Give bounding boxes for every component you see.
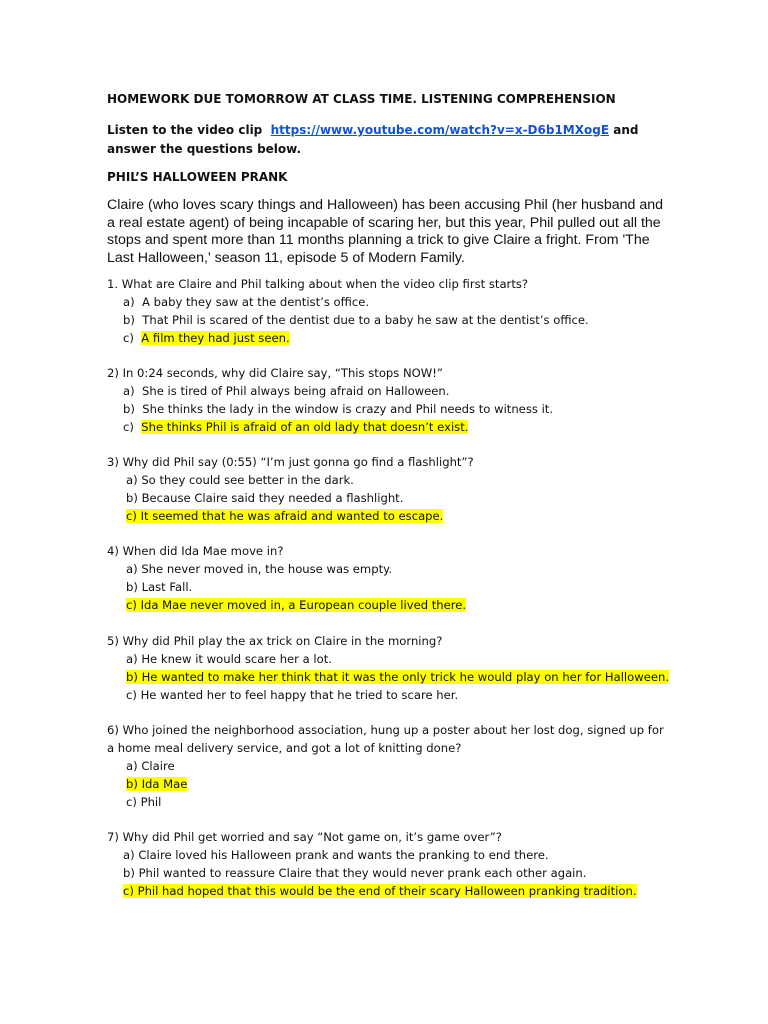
answer-option: [107, 311, 667, 329]
answer-label: c): [123, 420, 134, 434]
question-4: [107, 542, 667, 614]
answer-label: a): [123, 384, 135, 398]
answer-option: [107, 864, 667, 882]
answer-option-correct: [107, 668, 670, 686]
answer-option: [107, 471, 667, 489]
instructions-prefix: Listen to the video clip: [107, 123, 263, 137]
answer-text: a) Claire: [126, 759, 175, 773]
question-text: 2) In 0:24 seconds, why did Claire say, “This stops NOW!”: [107, 366, 443, 380]
answer-text-highlighted: c) Phil had hoped that this would be the end of their scary Halloween pranking tradition.: [123, 884, 637, 898]
answer-label: b): [123, 402, 135, 416]
question-text: 3) Why did Phil say (0:55) “I’m just gonna go find a flashlight”?: [107, 455, 474, 469]
video-link[interactable]: https://www.youtube.com/watch?v=x-D6b1MXogE: [270, 123, 610, 137]
instructions: [107, 121, 667, 159]
question-text: 5) Why did Phil play the ax trick on Claire in the morning?: [107, 634, 443, 648]
answer-text: a) He knew it would scare her a lot.: [126, 652, 332, 666]
instructions-suffix: and answer the questions below.: [107, 123, 639, 156]
answer-text: a) So they could see better in the dark.: [126, 473, 354, 487]
page-title: HOMEWORK DUE TOMORROW AT CLASS TIME. LISTENING COMPREHENSION: [107, 92, 616, 106]
answer-text: a) Claire loved his Halloween prank and wants the pranking to end there.: [123, 848, 549, 862]
answer-text: b) Phil wanted to reassure Claire that they would never prank each other again.: [123, 866, 587, 880]
answer-label: c): [123, 331, 134, 345]
answer-text: A baby they saw at the dentist’s office.: [142, 295, 370, 309]
answer-option: [107, 757, 667, 775]
question-6: [107, 721, 667, 811]
answer-option: [107, 400, 667, 418]
answer-text-highlighted: b) He wanted to make her think that it was the only trick he would play on her for Halloween.: [126, 670, 670, 684]
answer-text: c) Phil: [126, 795, 162, 809]
answer-text: She is tired of Phil always being afraid on Halloween.: [142, 384, 450, 398]
question-5: [107, 632, 670, 704]
answer-option: [107, 650, 667, 668]
answer-text-highlighted: c) It seemed that he was afraid and wanted to escape.: [126, 509, 444, 523]
answer-option-correct: [107, 507, 667, 525]
answer-text-highlighted: c) Ida Mae never moved in, a European couple lived there.: [126, 598, 467, 612]
answer-text-highlighted: A film they had just seen.: [141, 331, 290, 345]
answer-option: [107, 578, 667, 596]
answer-option-correct: [107, 329, 667, 347]
answer-option: [107, 293, 667, 311]
answer-text-highlighted: She thinks Phil is afraid of an old lady that doesn’t exist.: [141, 420, 469, 434]
answer-text-highlighted: b) Ida Mae: [126, 777, 188, 791]
answer-option-correct: [107, 418, 667, 436]
answer-option: [107, 793, 667, 811]
question-3: [107, 453, 667, 525]
answer-text: She thinks the lady in the window is crazy and Phil needs to witness it.: [142, 402, 554, 416]
answer-option-correct: [107, 596, 667, 614]
question-text: 7) Why did Phil get worried and say “Not game on, it’s game over”?: [107, 830, 502, 844]
question-text: 1. What are Claire and Phil talking about when the video clip first starts?: [107, 277, 529, 291]
answer-text: That Phil is scared of the dentist due to a baby he saw at the dentist’s office.: [142, 313, 589, 327]
section-title: PHIL’S HALLOWEEN PRANK: [107, 170, 288, 184]
intro-paragraph: Claire (who loves scary things and Halloween) has been accusing Phil (her husband and a real estate agent) of being incapable of scaring her, but this year, Phil pulled out all the stops and spent more than 11 months planning a trick to give Claire a fright. From 'The Last Halloween,' season 11, episode 5 of Modern Family.: [107, 197, 663, 266]
answer-option: [107, 489, 667, 507]
answer-text: b) Last Fall.: [126, 580, 193, 594]
question-2: [107, 364, 667, 436]
answer-option: [107, 382, 667, 400]
answer-label: a): [123, 295, 135, 309]
answer-text: a) She never moved in, the house was empty.: [126, 562, 393, 576]
question-text: 4) When did Ida Mae move in?: [107, 544, 284, 558]
answer-option: [107, 846, 667, 864]
answer-text: b) Because Claire said they needed a flashlight.: [126, 491, 404, 505]
answer-option-correct: [107, 882, 667, 900]
answer-option: [107, 686, 667, 704]
question-7: [107, 828, 667, 900]
answer-option-correct: [107, 775, 667, 793]
answer-option: [107, 560, 667, 578]
question-1: [107, 275, 667, 347]
question-text: 6) Who joined the neighborhood association, hung up a poster about her lost dog, signed up for a home meal delivery service, and got a lot of knitting done?: [107, 723, 664, 755]
answer-text: c) He wanted her to feel happy that he tried to scare her.: [126, 688, 459, 702]
answer-label: b): [123, 313, 135, 327]
